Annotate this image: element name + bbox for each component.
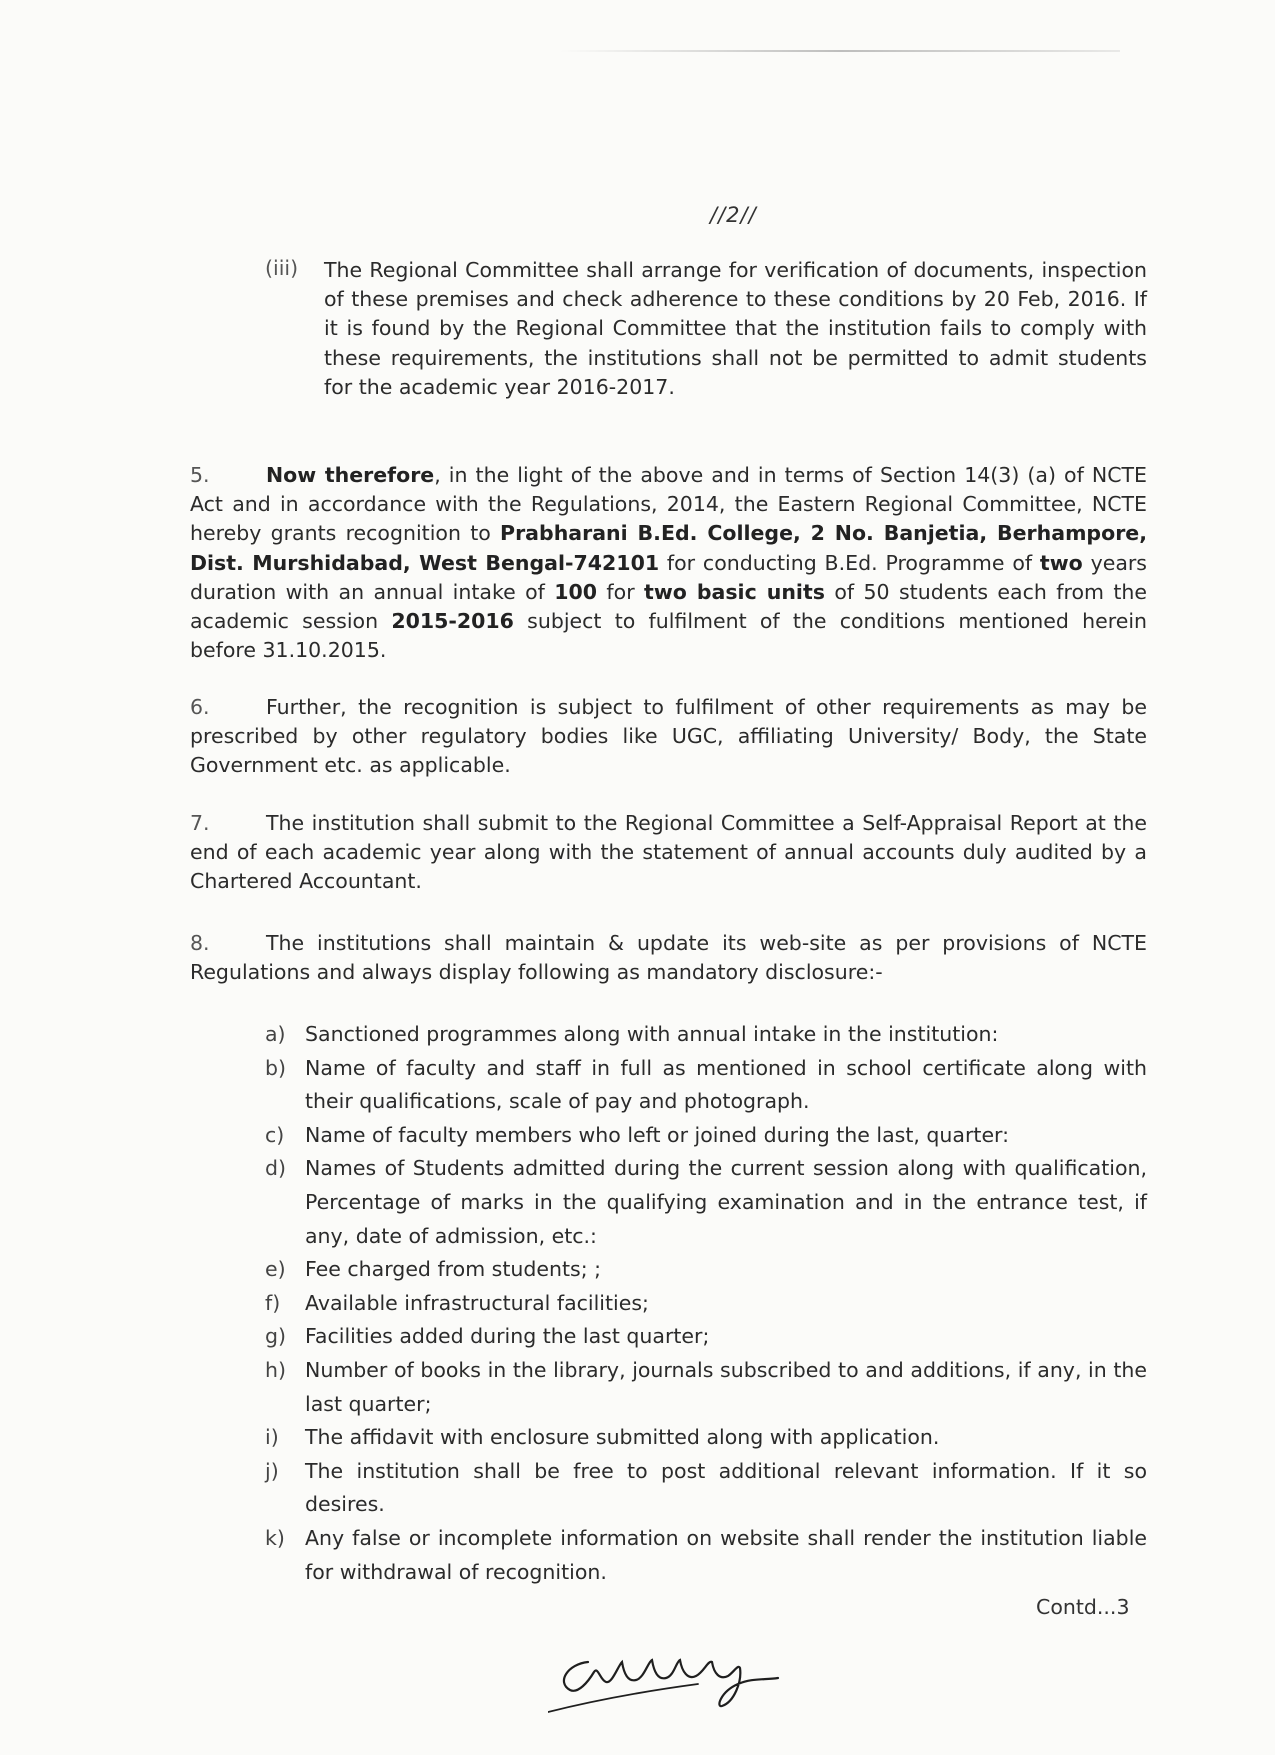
paragraph-5-text: of 50 students each from the academic session	[190, 579, 1147, 634]
list-item	[265, 1119, 1147, 1153]
list-item-label: f)	[265, 1290, 281, 1315]
scan-artifact-line	[560, 50, 1120, 52]
list-item-text: Sanctioned programmes along with annual intake in the institution:	[305, 1022, 999, 1046]
signature	[548, 1622, 828, 1717]
list-item-label: c)	[265, 1122, 285, 1147]
list-item	[265, 1354, 1147, 1421]
paragraph-6	[190, 693, 1147, 781]
list-item-text: Available infrastructural facilities;	[305, 1290, 649, 1315]
list-item	[265, 1455, 1147, 1522]
programme-duration: two	[1039, 550, 1083, 575]
paragraph-5-text: subject to fulfilment of the conditions mentioned herein before 31.10.2015.	[190, 609, 1148, 663]
list-item-text: Any false or incomplete information on website shall render the institution liable for withdrawal of recognition.	[305, 1525, 1147, 1584]
list-item-text: Fee charged from students; ;	[305, 1257, 602, 1282]
paragraph-5-text: , in the light of the above and in terms of Section 14(3) (a) of NCTE Act and in accordance with the Regulations, 2014, the Eastern Regional Committee, NCTE hereby grants recognition to	[190, 463, 1147, 546]
item-iii-number: (iii)	[265, 256, 299, 280]
list-item	[265, 1018, 1147, 1052]
list-item-text: Facilities added during the last quarter;	[305, 1324, 710, 1349]
list-item	[265, 1152, 1147, 1253]
paragraph-7-text: The institution shall submit to the Regional Committee a Self-Appraisal Report at the end of each academic year along with the statement of annual accounts duly audited by a Chartered Accountant.	[190, 811, 1147, 894]
list-item	[265, 1522, 1147, 1589]
list-item-label: j)	[265, 1458, 279, 1483]
list-item-label: b)	[265, 1055, 287, 1080]
list-item	[265, 1320, 1147, 1354]
continued-marker: Contd...3	[1036, 1595, 1130, 1619]
paragraph-7-number: 7.	[190, 811, 210, 835]
paragraph-8	[190, 929, 1147, 987]
paragraph-5-number: 5.	[190, 463, 210, 487]
paragraph-8-text: The institutions shall maintain & update its web-site as per provisions of NCTE Regulations and always display following as mandatory disclosure:-	[190, 931, 1147, 985]
list-item-text: The institution shall be free to post additional relevant information. If it so desires.	[305, 1458, 1147, 1517]
paragraph-5-text: for conducting B.Ed. Programme of	[659, 550, 1040, 575]
list-item-label: h)	[265, 1357, 286, 1382]
list-item-text: Name of faculty members who left or joined during the last, quarter:	[305, 1122, 1010, 1147]
paragraph-6-number: 6.	[190, 695, 210, 719]
page-number: //2//	[710, 203, 757, 227]
list-item	[265, 1287, 1147, 1321]
list-item-label: e)	[265, 1257, 286, 1282]
paragraph-5-lead: Now therefore	[266, 463, 435, 487]
paragraph-7	[190, 809, 1147, 897]
list-item	[265, 1052, 1147, 1119]
item-iii-text: The Regional Committee shall arrange for verification of documents, inspection of these premises and check adherence to these conditions by 20 Feb, 2016. If it is found by the Regional Committee that the institution fails to comply with these requirements, the institutions shall not be permitted to admit students for the academic year 2016-2017.	[324, 258, 1147, 399]
list-item	[265, 1253, 1147, 1287]
list-item-text: Number of books in the library, journals subscribed to and additions, if any, in the last quarter;	[305, 1357, 1147, 1416]
list-item-label: g)	[265, 1324, 287, 1349]
disclosure-list	[265, 1018, 1147, 1589]
annual-intake: 100	[554, 579, 598, 604]
paragraph-5-text: years duration with an annual intake of	[190, 550, 1147, 604]
list-item-label: a)	[265, 1022, 286, 1046]
list-item-text: The affidavit with enclosure submitted along with application.	[305, 1425, 940, 1450]
item-iii	[265, 256, 1147, 402]
list-item-text: Name of faculty and staff in full as mentioned in school certificate along with their qualifications, scale of pay and photograph.	[305, 1055, 1147, 1114]
list-item-label: i)	[265, 1425, 279, 1450]
paragraph-5-text: for	[597, 579, 645, 604]
paragraph-8-number: 8.	[190, 931, 210, 955]
paragraph-6-text: Further, the recognition is subject to fulfilment of other requirements as may be prescribed by other regulatory bodies like UGC, affiliating University/ Body, the State Government etc. as applicable.	[190, 695, 1147, 778]
list-item	[265, 1421, 1147, 1455]
basic-units: two basic units	[644, 579, 825, 604]
paragraph-5	[190, 461, 1147, 665]
list-item-label: k)	[265, 1525, 285, 1550]
list-item-label: d)	[265, 1156, 287, 1181]
institution-name: Prabharani B.Ed. College, 2 No. Banjetia, Berhampore, Dist. Murshidabad, West Bengal-742101	[190, 521, 1147, 575]
list-item-text: Names of Students admitted during the current session along with qualification, Percentage of marks in the qualifying examination and in the entrance test, if any, date of admission, etc.:	[305, 1156, 1147, 1248]
academic-session: 2015-2016	[391, 609, 514, 634]
